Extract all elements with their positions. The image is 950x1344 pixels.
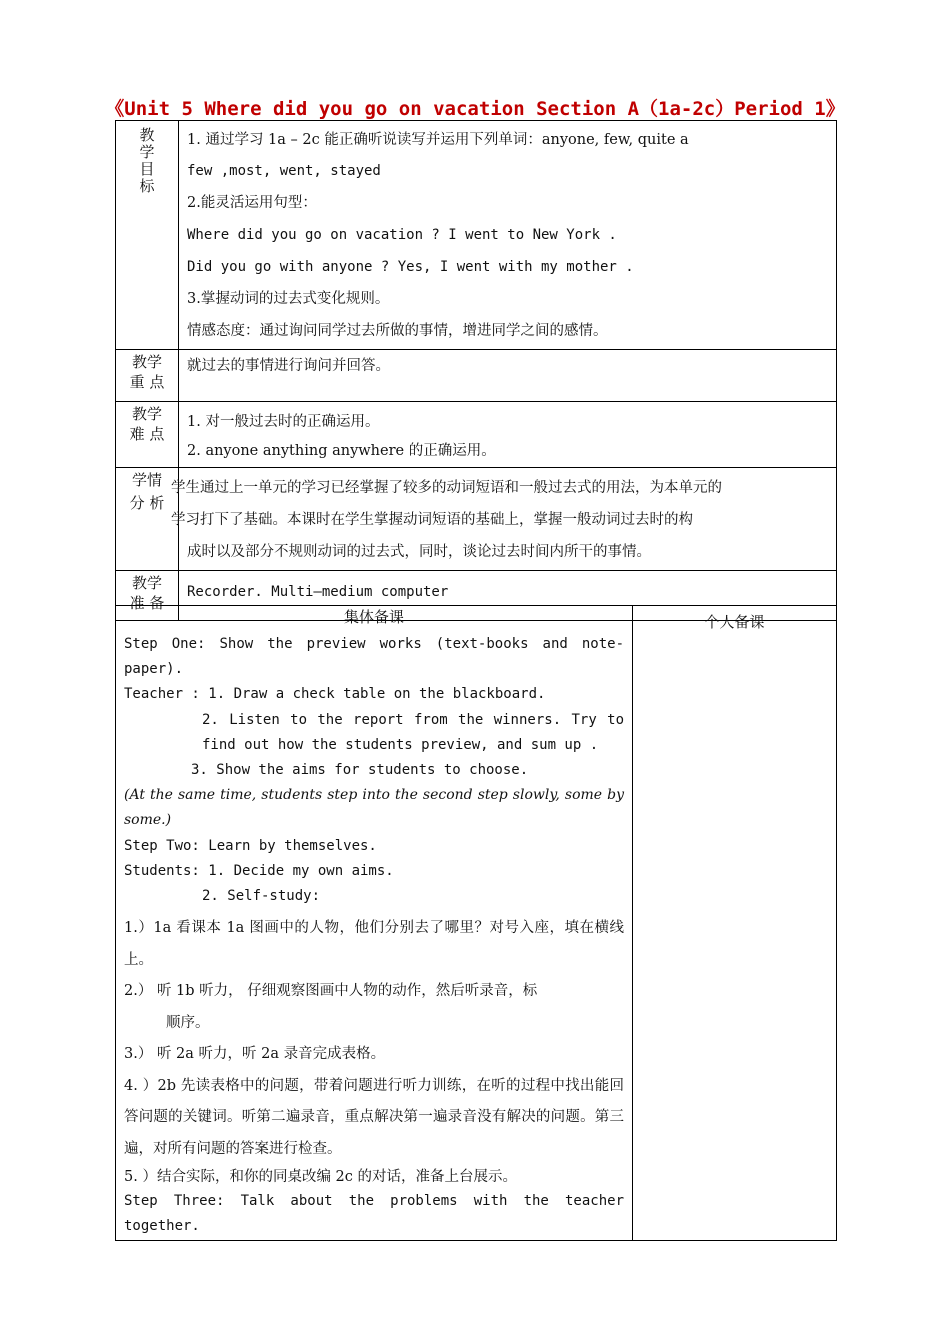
preparation-label: 教学 准 备 bbox=[116, 571, 179, 621]
students-step-1: Students: 1. Decide my own aims. bbox=[124, 862, 394, 879]
document-title: 《Unit 5 Where did you go on vacation Section A（1a-2c）Period 1》 bbox=[105, 98, 845, 120]
task-1: 1.）1a 看课本 1a 图画中的人物，他们分别去了哪里？对号入座，填在横线上。 bbox=[124, 920, 624, 968]
step-one: Step One: Show the preview works (text-books and note-paper). bbox=[124, 636, 624, 678]
key-points-content: 就过去的事情进行询问并回答。 bbox=[179, 350, 837, 402]
lesson-plan-table bbox=[115, 120, 837, 621]
difficulties-content: 1. 对一般过去时的正确运用。 2. anyone anything anywhere 的正确运用。 bbox=[179, 402, 837, 468]
objective-line: 2.能灵活运用句型： bbox=[187, 195, 317, 211]
analysis-label: 学情 分 析 bbox=[116, 468, 179, 571]
objective-line: 情感态度：通过询问同学过去所做的事情，增进同学之间的感情。 bbox=[187, 323, 608, 339]
step-two: Step Two: Learn by themselves. bbox=[124, 837, 377, 854]
task-4: 4. ）2b 先读表格中的问题，带着问题进行听力训练，在听的过程中找出能回答问题的关键词。听第二遍录音，重点解决第一遍录音没有解决的问题。第三遍，对所有问题的答案进行检查。 bbox=[124, 1077, 624, 1157]
objective-line: few ,most, went, stayed bbox=[187, 163, 381, 179]
objectives-content bbox=[179, 121, 837, 350]
preparation-content: Recorder. Multi—medium computer bbox=[179, 571, 837, 621]
teacher-step-1: Teacher : 1. Draw a check table on the blackboard. bbox=[124, 686, 546, 703]
task-2-cont: 顺序。 bbox=[166, 1014, 210, 1031]
objective-line: 3.掌握动词的过去式变化规则。 bbox=[187, 291, 390, 307]
analysis-content: 学生通过上一单元的学习已经掌握了较多的动词短语和一般过去式的用法，为本单元的 学习打下了基础。本课时在学生掌握动词短语的基础上，掌握一般动词过去时的构 成时以及部分不规则动词的过去式，同时，谈论过去时间内所干的事情。 bbox=[179, 468, 837, 571]
objective-line: 1. 通过学习 1a – 2c 能正确听说读写并运用下列单词：anyone, few, quite a bbox=[187, 132, 689, 148]
students-step-2: 2. Self-study: bbox=[202, 888, 321, 905]
key-points-label: 教学 重 点 bbox=[116, 350, 179, 402]
objectives-label: 教 学 目 标 bbox=[116, 121, 179, 350]
task-5: 5. ）结合实际，和你的同桌改编 2c 的对话，准备上台展示。 bbox=[124, 1169, 518, 1186]
collective-prep-column bbox=[116, 606, 633, 1241]
objective-line: Did you go with anyone ? Yes, I went with my mother . bbox=[187, 259, 634, 275]
italic-note: (At the same time, students step into the second step slowly, some by some.) bbox=[124, 787, 624, 829]
collective-header: 集体备课 bbox=[343, 608, 404, 626]
lesson-steps-table bbox=[115, 605, 837, 1241]
objective-line: Where did you go on vacation ? I went to New York . bbox=[187, 227, 617, 243]
difficulties-label: 教学 难 点 bbox=[116, 402, 179, 468]
teacher-step-2: 2. Listen to the report from the winners. Try to find out how the students preview, and sum up . bbox=[202, 711, 624, 753]
task-3: 3.） 听 2a 听力，听 2a 录音完成表格。 bbox=[124, 1046, 386, 1063]
teacher-step-3: 3. Show the aims for students to choose. bbox=[191, 762, 529, 779]
personal-header: 个人备课 bbox=[704, 613, 765, 631]
step-three: Step Three: Talk about the problems with the teacher together. bbox=[124, 1193, 624, 1235]
personal-prep-column bbox=[633, 606, 837, 1241]
task-2: 2.） 听 1b 听力， 仔细观察图画中人物的动作，然后听录音，标 bbox=[124, 983, 538, 1000]
